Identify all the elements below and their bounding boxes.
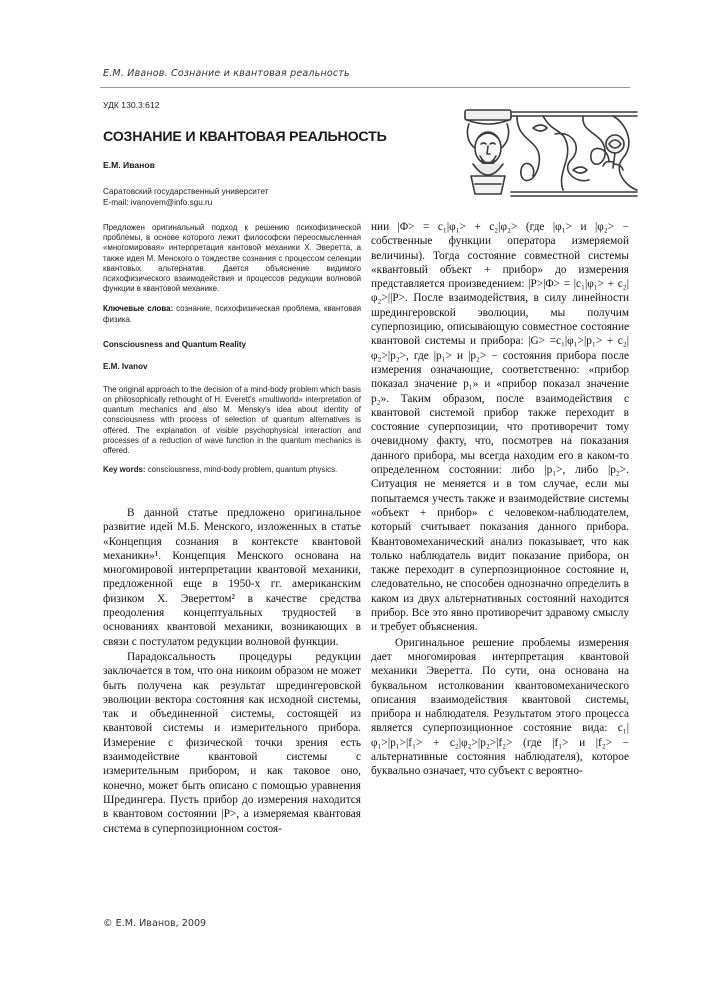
affiliation-name: Саратовский государственный университет [103,187,269,196]
abstract-ru: Предложен оригинальный подход к решению психофизической проблемы, в основе которого лежит философски переосмысленная «многомировая» интерпретация кантовой механики Х. Эверетта, а также идея М. Менского о тождестве сознания с процессом селекции квантовых альтернатив. Дается объяснение видимого психофизического взаимодействия и процессов редукции волновой функции в квантовой механике. [103,223,361,294]
copyright-footer: © Е.М. Иванов, 2009 [103,918,207,929]
art-nouveau-vignette-icon [463,104,639,200]
keywords-ru-text: сознание, психофизическая проблема, квантовая физика. [103,304,361,324]
running-title: Е.М. Иванов. Сознание и квантовая реальность [103,68,350,79]
author-name-en: E.M. Ivanov [103,361,148,371]
keywords-ru [103,304,361,324]
article-title: СОЗНАНИЕ И КВАНТОВАЯ РЕАЛЬНОСТЬ [103,129,387,145]
keywords-en-text: consciousness, mind-body problem, quantum physics. [145,465,338,475]
body-column-right [371,220,629,779]
body-paragraph: Парадоксальность процедуры редукции заключается в том, что она никоим образом не может быть получена как результат шредингеровской эволюции вектора состояния как исходной системы, так и объединенной системы, состоящей из квантовой системы и измерительного прибора. Измерение с физической точки зрения есть взаимодействие квантовой системы с измерительным прибором, и как таковое оно, конечно, может быть описано с помощью уравнения Шредингера. Пусть прибор до измерения находится в квантовом состоянии |P>, а измеряемая квантовая система в суперпозиционном состоя- [103,650,361,835]
keywords-ru-label: Ключевые слова: [103,304,174,314]
body-paragraph: Оригинальное решение проблемы измерения дает многомировая интерпретация квантовой механики Эверетта. По сути, она основана на буквальном истолковании квантовомеханического описания взаимодействия квантовой системы, прибора и наблюдателя. Результатом этого процесса является суперпозиционное состояние вида: c₁|φ₁>|p₁>|f₁> + c₂|φ₂>|p₂>|f₂> (где |f₁> и |f₂> − альтернативные состояния наблюдателя), которое буквально означает, что субъект с вероятно- [371,636,629,778]
body-paragraph: В данной статье предложено оригинальное развитие идей М.Б. Менского, изложенных в статье «Концепция сознания в контексте квантовой механики»¹. Концепция Менского основана на многомировой интерпретации квантовой механики, предложенной еще в 1950-х гг. американским физиком Х. Эвереттом² в качестве средства преодоления концептуальных трудностей в основаниях квантовой механики, возникающих в связи с постулатом редукции волновой функции. [103,507,361,648]
author-name: Е.М. Иванов [103,160,155,170]
udc-code: УДК 130.3:612 [103,100,160,110]
article-title-en: Consciousness and Quantum Reality [103,339,247,349]
keywords-en [103,465,361,475]
header-divider [100,87,630,88]
body-column-left [103,506,361,836]
body-paragraph: нии |Φ> = c₁|φ₁> + c₂|φ₂> (где |φ₁> и |φ₂> − собственные функции оператора измеряемой величины). Тогда состояние совместной системы «квантовый объект + прибор» до измерения представляется произведением: |P>|Φ> = |c₁|φ₁> + c₂|φ₂>||P>. После взаимодействия, в силу линейности шредингеровской эволюции, мы получим суперпозицию, описывающую совместное состояние квантовой системы и прибора: |G> =c₁|φ₁>|p₁> + c₂|φ₂>|p₂>, где |p₁> и |p₂> − состояния прибора после измерения означающие, соответственно: «прибор показал значение p₁» и «прибор показал значение p₂». Таким образом, после взаимодействия с квантовой системой прибор также переходит в состояние суперпозиции, что противоречит тому очевидному факту, что, посмотрев на показания данного прибора, мы всегда находим его в каком-то определенном состоянии: либо |p₁>, либо |p₂>. Ситуация не меняется и в том случае, если мы попытаемся учесть также и взаимодействие системы «объект + прибор» с человеком-наблюдателем, который считывает показания данного прибора. Квантовомеханический анализ показывает, что как только наблюдатель видит показание прибора, он также переходит в суперпозиционное состояние и, следовательно, не способен однозначно определить в каком из двух альтернативных состояний находится прибор. Все это явно противоречит здравому смыслу и требует объяснения. [371,221,629,634]
abstract-en: The original approach to the decision of a mind-body problem which basis on philosophically rethought of H. Everett's «multiworld» interpretation of quantum mechanics and also M. Mensky's idea about identity of consciousness with process of selection of quantum alternatives is offered. The explanation of visible psychophysical interaction and processes of a reduction of wave function in the quantum mechanics is offered. [103,384,361,456]
author-email: E-mail: ivanovem@info.sgu.ru [103,198,213,207]
author-affiliation [103,186,361,208]
keywords-en-label: Key words: [103,465,146,475]
article-front-matter [103,100,387,475]
